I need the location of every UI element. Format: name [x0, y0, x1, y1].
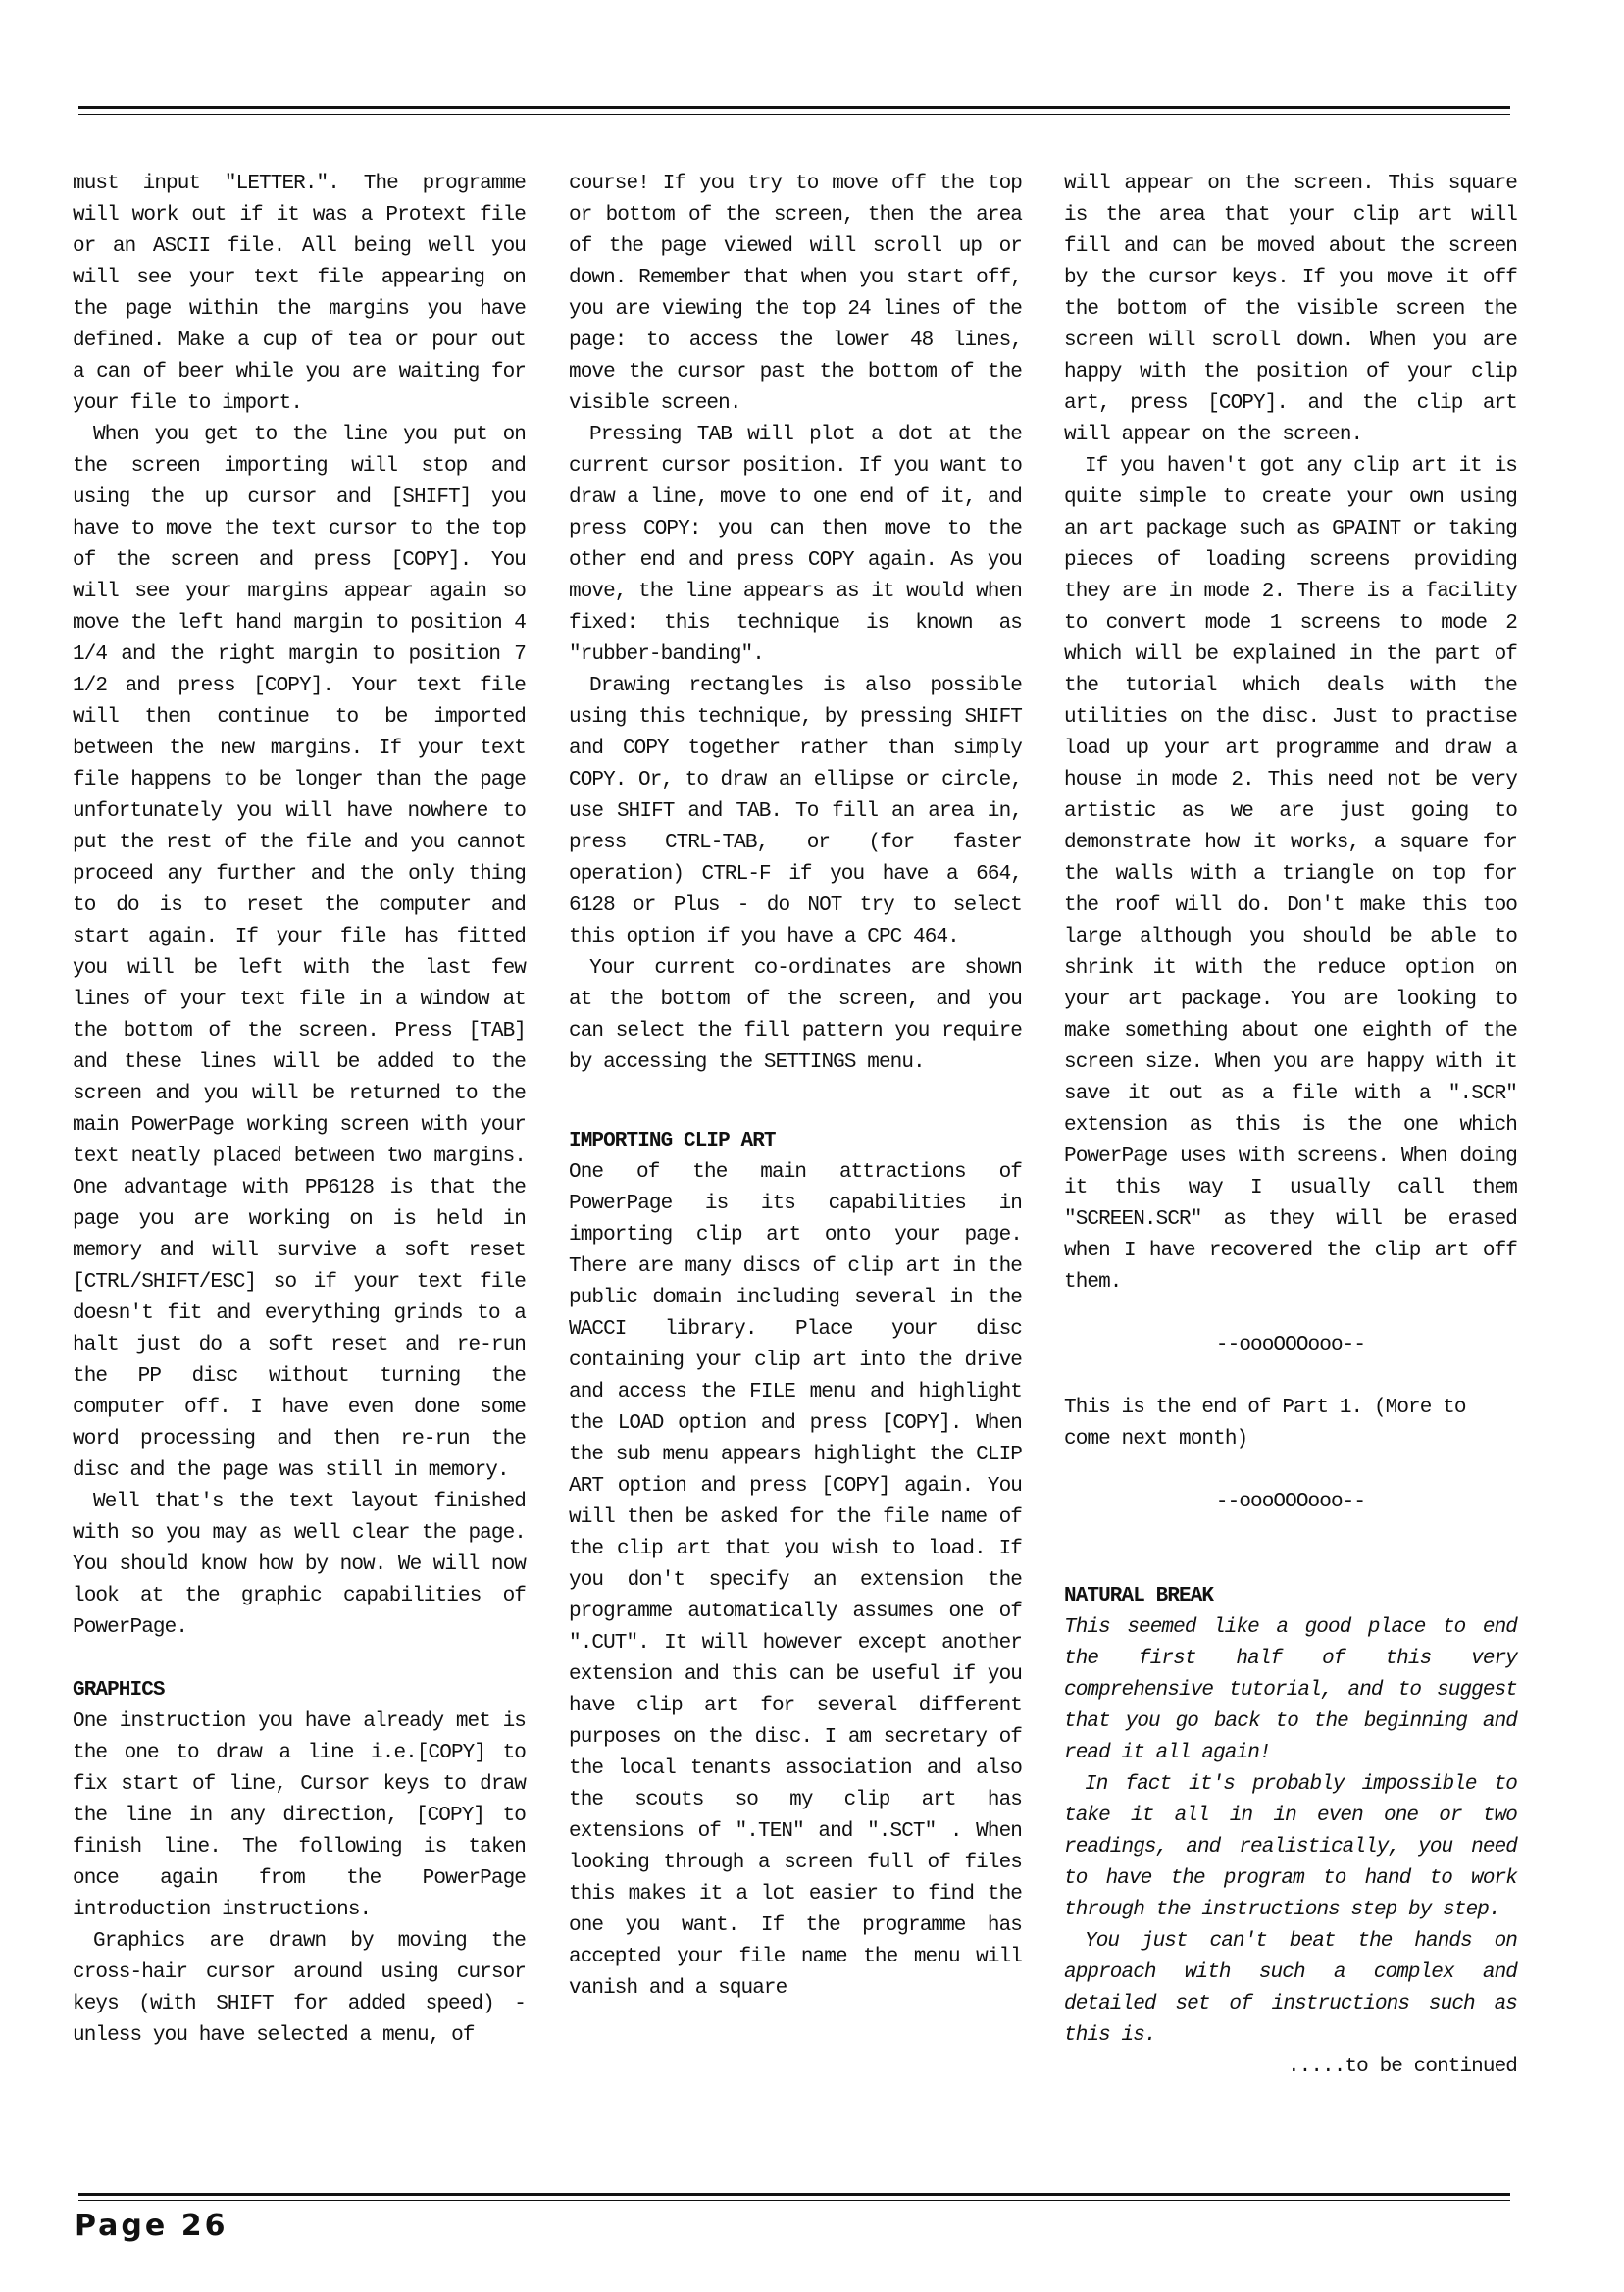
paragraph: In fact it's probably impossible to take it all in in even one or two readings, and realistically, you need to have the program to hand to work through the instructions step by step.: [1064, 1773, 1517, 1921]
bottom-rule: [78, 2193, 1510, 2196]
paragraph: will appear on the screen. This square is the area that your clip art will fill and can be moved about the screen by the cursor keys. If you move it off the bottom of the visible screen the screen will scroll down. When you are happy with the position of your clip art, press [COPY]. and the clip art will appear on the screen.: [1064, 173, 1517, 446]
top-rule: [78, 106, 1510, 109]
paragraph: course! If you try to move off the top or bottom of the screen, then the area of the page viewed will scroll up or down. Remember that when you start off, you are viewing the top 24 lines of the page: to access the lower 48 lines, move the cursor past the bottom of the visible screen.: [569, 173, 1022, 415]
paragraph: If you haven't got any clip art it is quite simple to create your own using an art package such as GPAINT or taking pieces of loading screens providing they are in mode 2. There is a facility to convert mode 1 screens to mode 2 which will be explained in the part of the tutorial which deals with the utilities on the disc. Just to practise load up your art programme and draw a house in mode 2. This need not be very artistic as we are just going to demonstrate how it works, a square for the walls with a triangle on top for the roof will do. Don't make this too large although you should be able to shrink it with the reduce option on your art package. You are looking to make something about one eighth of the screen size. When you are happy with it save it out as a file with a ".SCR" extension as this is the one which PowerPage uses with screens. When doing it this way I usually call them "SCREEN.SCR" as they will be erased when I have recovered the clip art off them.: [1064, 455, 1517, 1294]
paragraph: Your current co-ordinates are shown at the bottom of the screen, and you can select the fill pattern you require by accessing the SETTINGS menu.: [569, 957, 1022, 1074]
paragraph: must input "LETTER.". The programme will work out if it was a Protext file or an ASCII file. All being well you will see your text file appearing on the page within the margins you have defined. Make a cup of tea or pour out a can of beer while you are waiting for your file to import.: [73, 173, 526, 415]
top-rule-thin: [78, 114, 1510, 115]
paragraph: Well that's the text layout finished with so you may as well clear the page. You should know how by now. We will now look at the graphic capabilities of PowerPage.: [73, 1491, 526, 1639]
paragraph: Drawing rectangles is also possible using this technique, by pressing SHIFT and COPY together rather than simply COPY. Or, to draw an ellipse or circle, use SHIFT and TAB. To fill an area in, press CTRL-TAB, or (for faster operation) CTRL-F if you have a 664, 6128 or Plus - do NOT try to select this option if you have a CPC 464.: [569, 675, 1022, 948]
paragraph: You just can't beat the hands on approach with such a complex and detailed set of instructions such as this is.: [1064, 1930, 1517, 2047]
section-heading-graphics: GRAPHICS: [73, 1679, 165, 1702]
end-note: This is the end of Part 1. (More to come next month): [1064, 1397, 1466, 1451]
section-heading-clip-art: IMPORTING CLIP ART: [569, 1130, 776, 1152]
to-be-continued: .....to be continued: [1287, 2056, 1517, 2078]
paragraph: When you get to the line you put on the screen importing will stop and using the up cursor and [SHIFT] you have to move the text cursor to the top of the screen and press [COPY]. You will see your margins appear again so move the left hand margin to position 4 1/4 and the right margin to position 7 1/2 and press [COPY]. Your text file will then continue to be imported between the new margins. If your text file happens to be longer than the page unfortunately you will have nowhere to put the rest of the file and you cannot proceed any further and the only thing to do is to reset the computer and start again. If your file has fitted you will be left with the last few lines of your text file in a window at the bottom of the screen. Press [TAB] and these lines will be added to the screen and you will be returned to the main PowerPage working screen with your text neatly placed between two margins. One advantage with PP6128 is that the page you are working on is held in memory and will survive a soft reset [CTRL/SHIFT/ESC] so if your text file doesn't fit and everything grinds to a halt just do a soft reset and re-run the PP disc without turning the computer off. I have even done some word processing and then re-run the disc and the page was still in memory.: [73, 424, 526, 1482]
paragraph: One instruction you have already met is the one to draw a line i.e.[COPY] to fix start of line, Cursor keys to draw the line in any direction, [COPY] to finish line. The following is taken once again from the PowerPage introduction instructions.: [73, 1710, 526, 1921]
separator: --oooOOOooo--: [1215, 1334, 1366, 1356]
column-1: [73, 169, 526, 2052]
paragraph: This seemed like a good place to end the first half of this very comprehensive tutorial, and to suggest that you go back to the beginning and read it all again!: [1064, 1616, 1517, 1764]
paragraph: Pressing TAB will plot a dot at the current cursor position. If you want to draw a line, move to one end of it, and press COPY: you can then move to the other end and press COPY again. As you move, the line appears as it would when fixed: this technique is known as "rubber-banding".: [569, 424, 1022, 666]
column-2: [569, 169, 1022, 2005]
bottom-rule-thin: [78, 2200, 1510, 2201]
paragraph: Graphics are drawn by moving the cross-hair cursor around using cursor keys (with SHIFT for added speed) - unless you have selected a menu, of: [73, 1930, 526, 2047]
section-heading-natural-break: NATURAL BREAK: [1064, 1585, 1214, 1607]
paragraph: One of the main attractions of PowerPage is its capabilities in importing clip art onto your page. There are many discs of clip art in the public domain including several in the WACCI library. Place your disc containing your clip art into the drive and access the FILE menu and highlight the LOAD option and press [COPY]. When the sub menu appears highlight the CLIP ART option and press [COPY] again. You will then be asked for the file name of the clip art that you wish to load. If you don't specify an extension the programme automatically assumes one of ".CUT". It will however except another extension and this can be useful if you have clip art for several different purposes on the disc. I am secretary of the local tenants association and also the scouts so my clip art has extensions of ".TEN" and ".SCT" . When looking through a screen full of files this makes it a lot easier to find the one you want. If the programme has accepted your file name the menu will vanish and a square: [569, 1161, 1022, 2000]
page-number: Page 26: [75, 2209, 228, 2243]
separator: --oooOOOooo--: [1215, 1491, 1366, 1513]
column-3: [1064, 169, 1517, 2083]
